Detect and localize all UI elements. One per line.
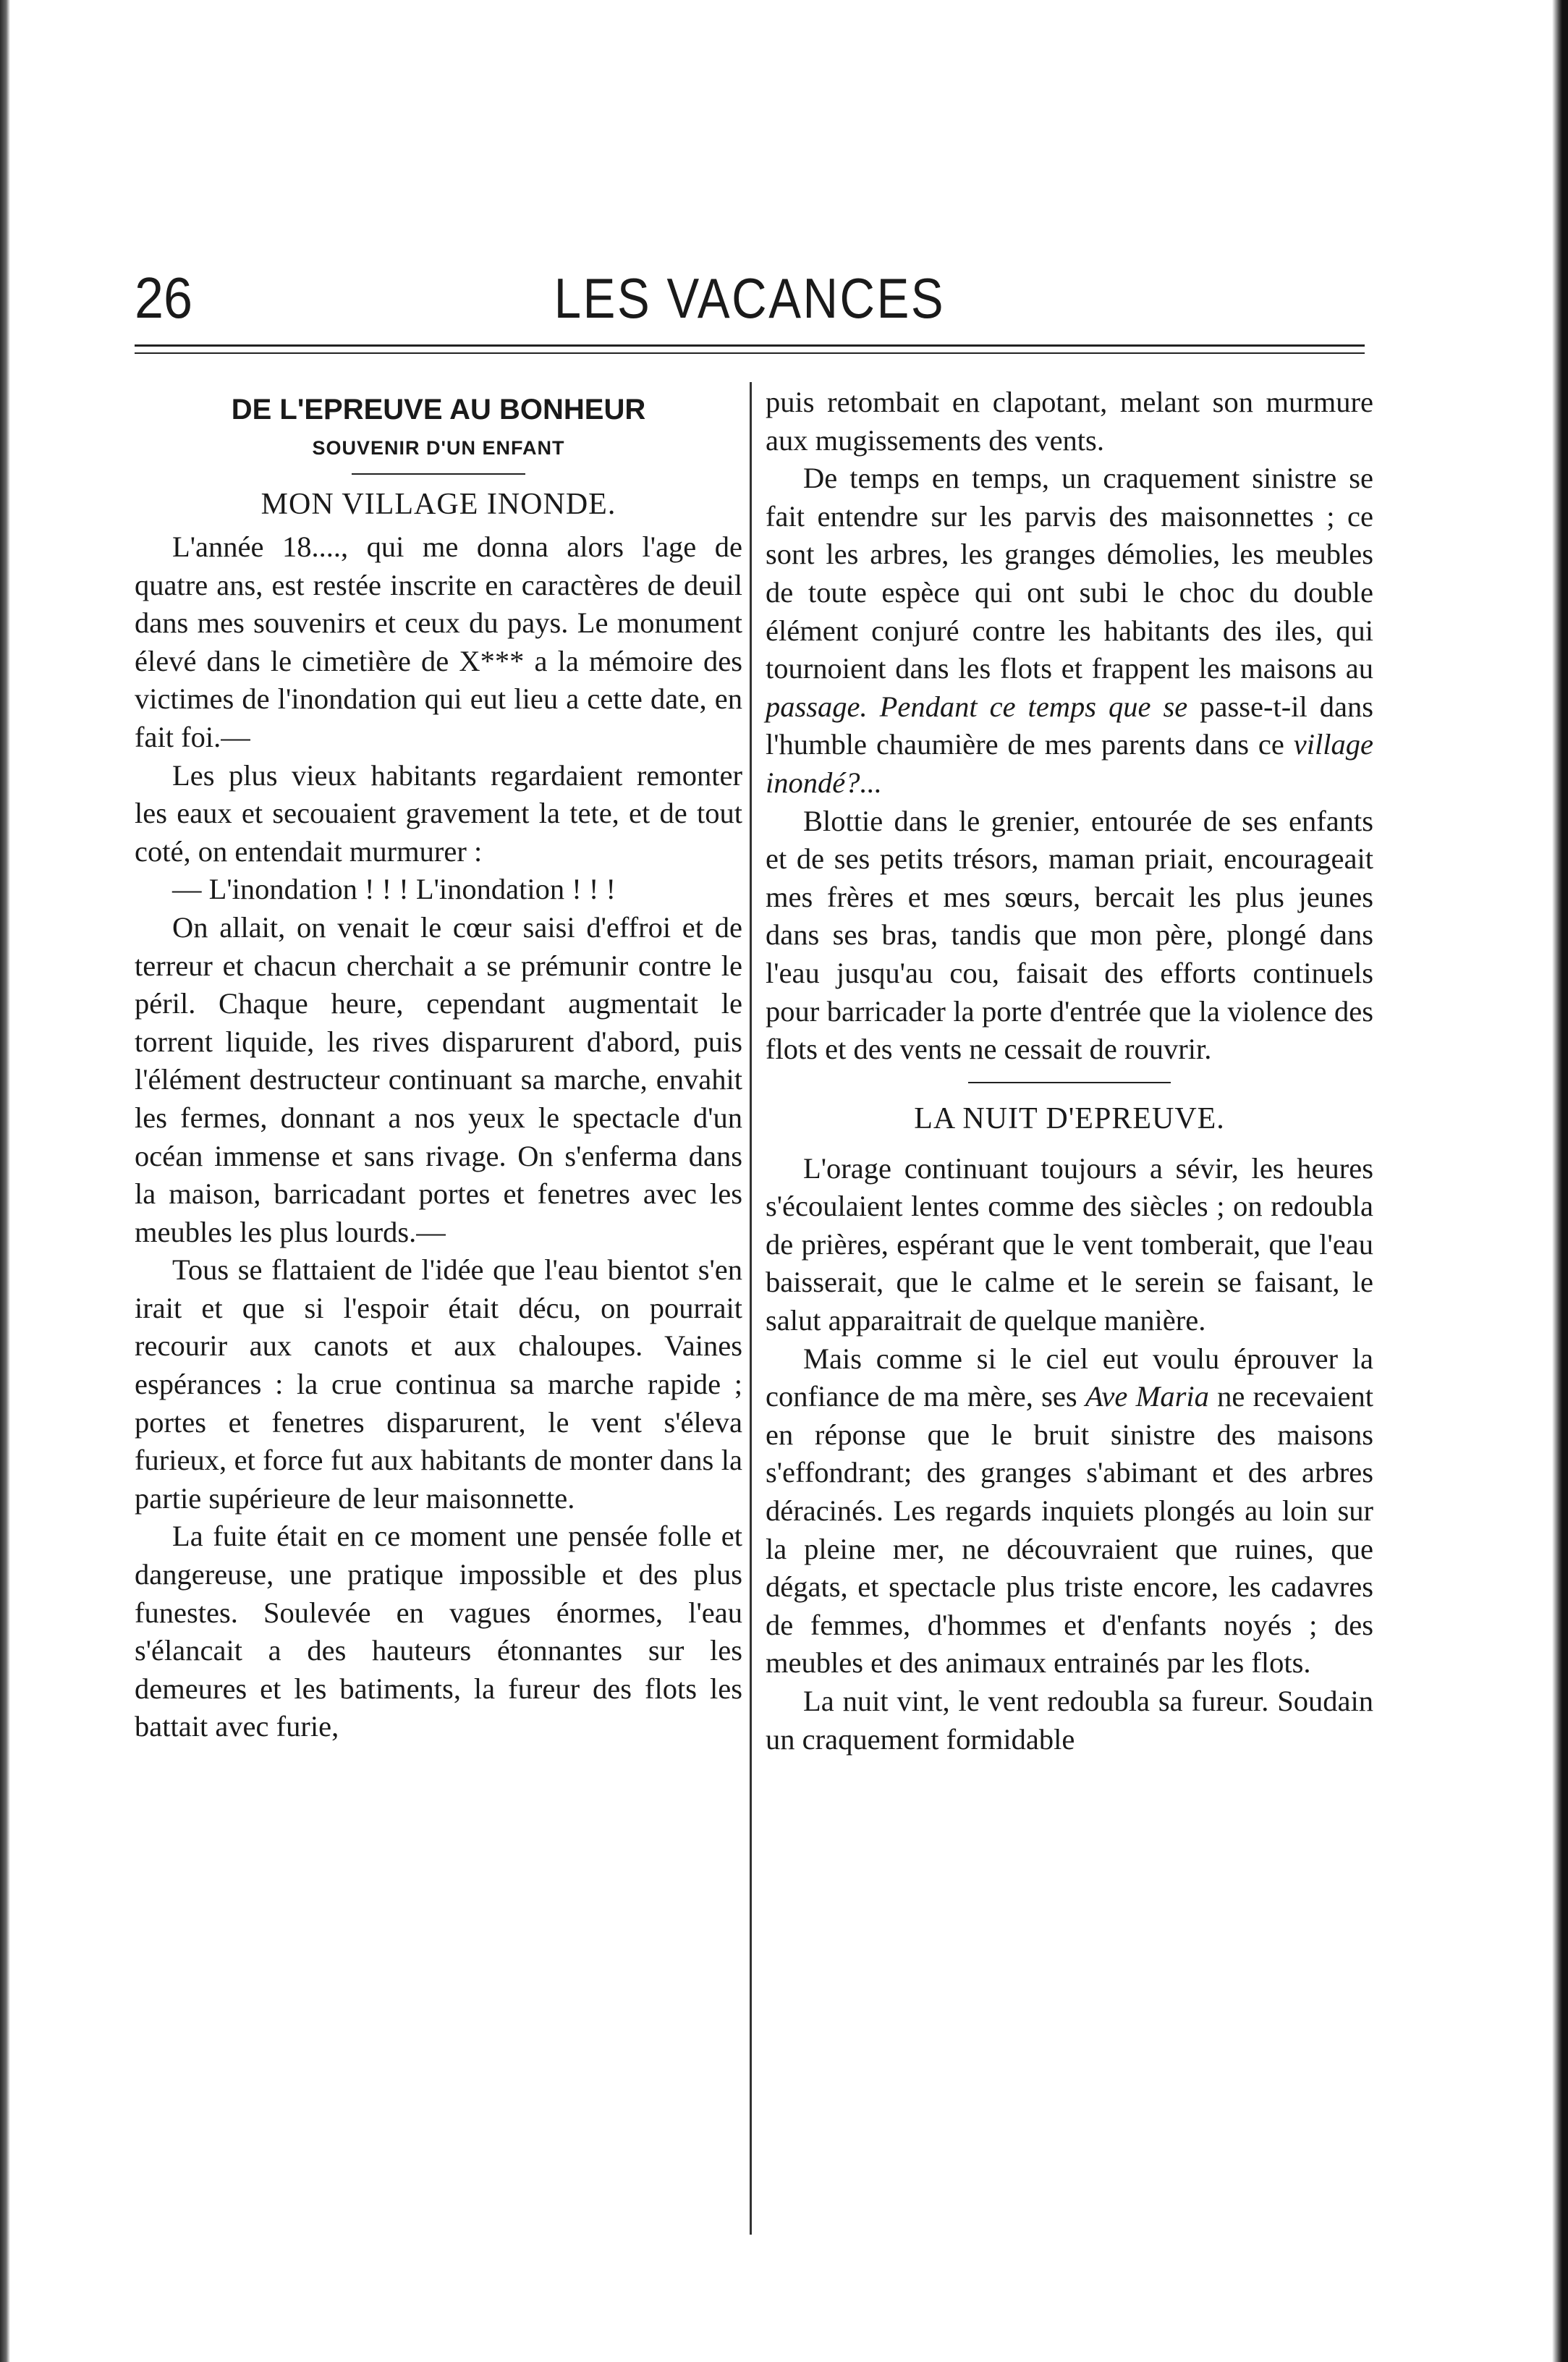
section-heading-mon-village: MON VILLAGE INONDE. [260, 488, 616, 521]
paragraph: La nuit vint, le vent redoubla sa fureur. Soudain un craquement formidable [766, 1685, 1373, 1756]
article-title: DE L'EPREUVE AU BONHEUR [231, 394, 646, 426]
left-column [135, 384, 742, 1746]
header-rule-thick [135, 344, 1365, 347]
paragraph: L'orage continuant toujours a sévir, les heures s'écoulaient lentes comme des siècles ; on redoubla de prières, espérant que le vent tomberait, que l'eau baisserait, que le calme et le serein se faisant, le salut apparaitrait de quelque manière. [766, 1151, 1373, 1337]
text-span: ne recevaient en réponse que le bruit sinistre des maisons s'effondrant; des granges s'abimant et des arbres déracinés. Les regards inquiets plongés au loin sur la pleine mer, ne découvraient que ruines, que dégats, et spectacle plus triste encore, les cadavres de femmes, d'hommes et d'enfants noyés ; des meubles et des animaux entrainés par les flots. [766, 1380, 1373, 1680]
running-title: LES VACANCES [554, 266, 946, 330]
italic-text: passage. Pendant ce temps que se [766, 690, 1188, 723]
text-span: De temps en temps, un craquement sinistre se fait entendre sur les parvis des maisonnettes ; ce sont les arbres, les granges démolies, les meubles de toute espèce qui ont subi le choc du double élément conjuré contre les habitants des iles, qui tournoient dans les flots et frappent les maisons au [766, 462, 1373, 685]
paragraph: Les plus vieux habitants regardaient remonter les eaux et secouaient gravement la tete, et de tout coté, on entendait murmurer : [135, 758, 742, 868]
paragraph: Tous se flattaient de l'idée que l'eau bientot s'en irait et que si l'espoir était décu, on pourrait recourir aux canots et aux chaloupes. Vaines espérances : la crue continua sa marche rapide ; portes et fenetres disparurent, le vent s'éleva furieux, et force fut aux habitants de monter dans la partie supérieure de leur maisonnette. [135, 1253, 742, 1515]
paragraph: — L'inondation ! ! ! L'inondation ! ! ! [172, 873, 616, 906]
right-column [766, 384, 1373, 1758]
italic-text: Ave Maria [1085, 1380, 1209, 1413]
text-span: Mais comme si le ciel eut voulu éprouver la confiance de ma mère, ses [766, 1342, 1373, 1413]
page-header [135, 262, 1365, 334]
scan-edge-left [0, 0, 10, 2362]
paragraph [766, 1340, 1373, 1682]
column-divider [750, 382, 752, 2235]
paragraph: On allait, on venait le cœur saisi d'effroi et de terreur et chacun cherchait a se prémunir contre le péril. Chaque heure, cependant augmentait le torrent liquide, les rives disparurent d'abord, puis l'élément destructeur continuant sa marche, envahit les fermes, donnant a nos yeux le spectacle d'un océan immense et sans rivage. On s'enferma dans la maison, barricadant portes et fenetres avec les meubles les plus lourds.— [135, 910, 742, 1248]
paragraph [766, 460, 1373, 802]
section-rule [968, 1082, 1171, 1083]
paragraph-continuation: puis retombait en clapotant, melant son murmure aux mugissements des vents. [766, 386, 1373, 457]
article-subtitle: SOUVENIR D'UN ENFANT [312, 437, 565, 459]
paragraph: L'année 18...., qui me donna alors l'age de quatre ans, est restée inscrite en caractères de deuil dans mes souvenirs et ceux du pays. Le monument élevé dans le cimetière de X*** a la mémoire des victimes de l'inondation qui eut lieu a cette date, en fait foi.— [135, 530, 742, 753]
page-number: 26 [135, 266, 193, 330]
scan-edge-right [1552, 0, 1568, 2362]
section-heading-la-nuit: LA NUIT D'EPREUVE. [914, 1101, 1225, 1135]
paragraph: La fuite était en ce moment une pensée folle et dangereuse, une pratique impossible et des plus funestes. Soulevée en vagues énormes, l'eau s'élancait a des hauteurs étonnantes sur les demeures et les batiments, la fureur des flots les battait avec furie, [135, 1520, 742, 1743]
paragraph: Blottie dans le grenier, entourée de ses enfants et de ses petits trésors, maman priait, encourageait mes frères et mes sœurs, bercait les plus jeunes dans ses bras, tandis que mon père, plongé dans l'eau jusqu'au cou, faisait des efforts continuels pour barricader la porte d'entrée que la violence des flots et des vents ne cessait de rouvrir. [766, 804, 1373, 1066]
header-rule-thin [135, 352, 1365, 354]
text-span: passe-t-il dans l'humble chaumière de mes parents dans ce [766, 690, 1373, 761]
italic-text: village inondé?... [766, 728, 1374, 799]
title-rule [352, 473, 525, 475]
